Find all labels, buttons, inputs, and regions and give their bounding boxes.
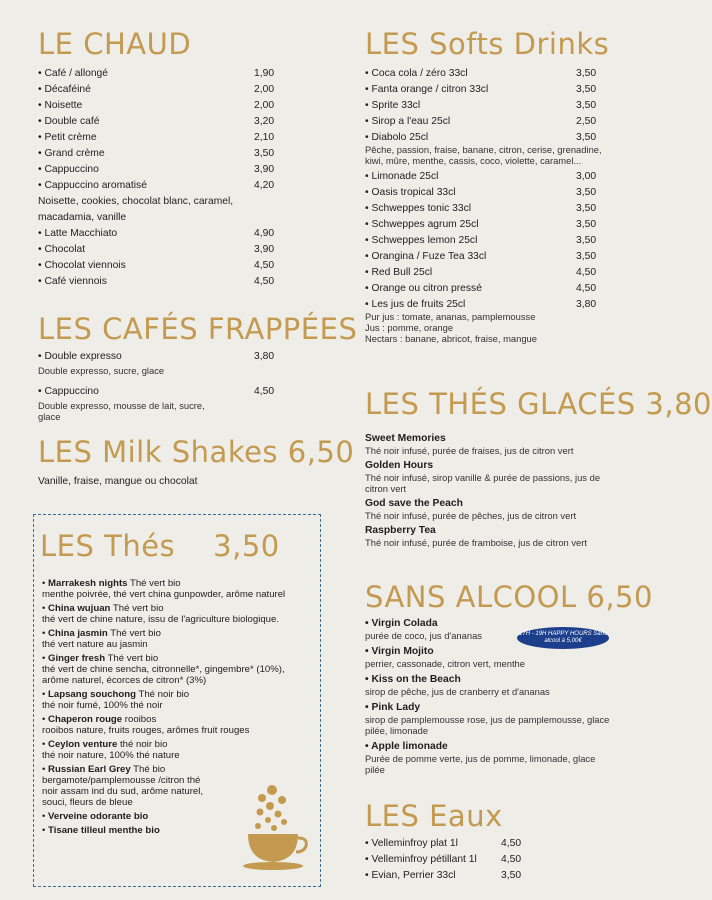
item-name: • Limonade 25cl [365, 169, 438, 185]
drink-item [365, 617, 615, 641]
item-price: 2,50 [576, 116, 597, 127]
frappees-list [38, 349, 288, 430]
item-price: 2,00 [254, 100, 275, 111]
item-price: 4,50 [576, 283, 597, 294]
item-name: • Décaféiné [38, 82, 91, 98]
section-title-glaces: LES THÉS GLACÉS 3,80 [365, 387, 712, 421]
drink-name: Golden Hours [365, 460, 434, 471]
tea-desc: menthe poivrée, thé vert china gunpowder, arôme naturel [42, 589, 286, 600]
item-name: • Orangina / Fuze Tea 33cl [365, 249, 486, 265]
menu-item [38, 114, 288, 130]
happy-hours-badge: 17H - 19H HAPPY HOURS Sans alcool à 5,00€ [517, 627, 609, 649]
drink-desc: Thé noir infusé, purée de framboise, jus de citron vert [365, 537, 587, 548]
tea-item [42, 578, 312, 600]
menu-item [365, 201, 610, 217]
menu-item [38, 82, 288, 98]
item-price: 3,80 [576, 299, 597, 310]
item-price: 2,10 [254, 132, 275, 143]
menu-item [38, 162, 288, 178]
drink-name: Raspberry Tea [365, 525, 436, 536]
drink-item [365, 645, 615, 669]
item-name: • Red Bull 25cl [365, 265, 432, 281]
menu-item [38, 146, 288, 162]
item-price: 3,80 [254, 351, 275, 362]
item-price: 3,50 [254, 148, 275, 159]
menu-item [365, 98, 610, 114]
tea-name: Lapsang souchong [48, 689, 136, 700]
section-title-frappees: LES CAFÉS FRAPPÉES [38, 312, 358, 346]
item-name: • Chocolat viennois [38, 258, 126, 274]
section-title-milkshakes: LES Milk Shakes 6,50 [38, 435, 355, 469]
item-name: • Coca cola / zéro 33cl [365, 66, 468, 82]
drink-name: • Apple limonade [365, 740, 615, 753]
item-price: 3,50 [576, 84, 597, 95]
menu-item [365, 114, 610, 130]
item-name: • Cappuccino [38, 162, 99, 178]
tea-type: Thé vert bio [105, 653, 159, 664]
tea-type: Thé vert bio [127, 578, 181, 589]
item-price: 3,50 [576, 251, 597, 262]
milkshakes-desc: Vanille, fraise, mangue ou chocolat [38, 476, 198, 487]
item-price: 1,90 [254, 68, 275, 79]
tea-desc: bergamote/pamplemousse /citron thé noir assam ind du sud, arôme naturel, souci, fleurs de bleue [42, 775, 204, 808]
item-name: • Orange ou citron pressé [365, 281, 482, 297]
item-name: • Fanta orange / citron 33cl [365, 82, 488, 98]
drink-name: Sweet Memories [365, 433, 446, 444]
menu-item [38, 242, 288, 258]
drink-name: • Virgin Mojito [365, 645, 615, 658]
drink-item [365, 701, 615, 736]
menu-item [38, 274, 288, 290]
item-desc: Double expresso, sucre, glace [38, 365, 165, 376]
tea-desc: rooibos nature, fruits rouges, arômes fruit rouges [42, 725, 250, 736]
menu-item [365, 265, 610, 281]
item-name: • Petit crème [38, 130, 97, 146]
section-title-sans-alcool: SANS ALCOOL 6,50 [365, 580, 653, 614]
item-price: 4,50 [501, 838, 522, 849]
item-price: 3,50 [576, 132, 597, 143]
item-name: • Noisette [38, 98, 82, 114]
drink-item [365, 524, 615, 548]
menu-item [38, 178, 288, 194]
item-name: • Schweppes lemon 25cl [365, 233, 477, 249]
menu-item [365, 66, 610, 82]
item-price: 3,90 [254, 244, 275, 255]
tea-item [42, 714, 312, 736]
menu-item [365, 217, 610, 233]
menu-item [365, 169, 610, 185]
item-price: 3,50 [501, 870, 522, 881]
tea-name: China wujuan [48, 603, 111, 614]
tea-item [42, 739, 312, 761]
tea-name: Russian Earl Grey [48, 764, 131, 775]
tea-name: Ginger fresh [48, 653, 106, 664]
tea-name: Chaperon rouge [48, 714, 123, 725]
item-price: 3,50 [576, 235, 597, 246]
sans-alcool-list [365, 617, 615, 779]
item-price: 4,20 [254, 180, 275, 191]
tea-desc: thé noir nature, 100% thé nature [42, 750, 180, 761]
item-price: 4,50 [254, 386, 275, 397]
item-price: 4,50 [501, 854, 522, 865]
item-price: 3,90 [254, 164, 275, 175]
drink-desc: sirop de pamplemousse rose, jus de pamplemousse, glace pilée, limonade [365, 714, 610, 736]
item-name: • Velleminfroy plat 1l [365, 836, 458, 852]
menu-item [38, 226, 288, 242]
tea-type: rooibos [122, 714, 157, 725]
teacup-icon [240, 780, 308, 872]
eaux-list [365, 836, 535, 884]
menu-item [365, 836, 535, 852]
tea-desc: thé noir fumé, 100% thé noir [42, 700, 163, 711]
glaces-list [365, 432, 615, 551]
menu-item [365, 82, 610, 98]
jus-note: Pur jus : tomate, ananas, pamplemousse Jus : pomme, orange Nectars : banane, abricot, fraise, mangue [365, 311, 537, 344]
item-name: • Schweppes agrum 25cl [365, 217, 479, 233]
section-title-chaud: LE CHAUD [38, 27, 192, 61]
menu-item [38, 130, 288, 146]
tea-desc: thé vert nature au jasmin [42, 639, 148, 650]
drink-item [365, 673, 615, 697]
item-name: • Velleminfroy pétillant 1l [365, 852, 477, 868]
item-price: 3,20 [254, 116, 275, 127]
item-name: • Grand crème [38, 146, 105, 162]
item-name: • Les jus de fruits 25cl [365, 297, 465, 313]
item-price: 3,00 [576, 171, 597, 182]
item-name: • Sirop a l'eau 25cl [365, 114, 450, 130]
item-name: • Evian, Perrier 33cl [365, 868, 456, 884]
drink-desc: Purée de pomme verte, jus de pomme, limonade, glace pilée [365, 753, 596, 775]
drink-item [365, 459, 615, 494]
menu-item [365, 852, 535, 868]
item-price: 3,50 [576, 219, 597, 230]
drink-name: • Pink Lady [365, 701, 615, 714]
menu-item [365, 281, 610, 297]
drink-item [365, 432, 615, 456]
drink-desc: sirop de pêche, jus de cranberry et d'ananas [365, 686, 550, 697]
tea-type: Thé noir bio [135, 689, 190, 700]
item-price: 4,50 [254, 260, 275, 271]
item-name: • Double expresso [38, 349, 122, 365]
menu-item [38, 384, 288, 400]
item-name: • Café viennois [38, 274, 107, 290]
item-name: • Diabolo 25cl [365, 130, 428, 146]
drink-desc: Thé noir infusé, purée de fraises, jus de citron vert [365, 445, 574, 456]
item-price: 4,50 [254, 276, 275, 287]
item-name: • Latte Macchiato [38, 226, 117, 242]
tea-type: thé noir bio [117, 739, 168, 750]
tea-desc: thé vert de chine nature, issu de l'agriculture biologique. [42, 614, 280, 625]
drink-desc: perrier, cassonade, citron vert, menthe [365, 658, 525, 669]
item-price: 2,00 [254, 84, 275, 95]
tea-item [42, 653, 312, 686]
menu-item [365, 249, 610, 265]
item-name: • Oasis tropical 33cl [365, 185, 456, 201]
tea-item [42, 689, 312, 711]
menu-item [365, 868, 535, 884]
menu-item [38, 349, 288, 365]
tea-item [42, 628, 312, 650]
item-price: 3,50 [576, 100, 597, 111]
item-price: 3,50 [576, 68, 597, 79]
tea-name: Verveine odorante bio [48, 811, 149, 822]
item-name: • Cappuccino [38, 384, 99, 400]
aromatise-note: Noisette, cookies, chocolat blanc, caramel, macadamia, vanille [38, 196, 234, 223]
item-desc: Double expresso, mousse de lait, sucre, glace [38, 400, 205, 422]
item-name: • Schweppes tonic 33cl [365, 201, 471, 217]
section-title-thes: LES Thés 3,50 [40, 529, 280, 563]
tea-desc: thé vert de chine sencha, citronnelle*, gingembre* (10%), arôme naturel, écorces de citron* (3%) [42, 664, 285, 686]
item-price: 3,50 [576, 187, 597, 198]
drink-name: God save the Peach [365, 498, 463, 509]
section-title-eaux: LES Eaux [365, 799, 503, 833]
item-name: • Café / allongé [38, 66, 108, 82]
item-name: • Double café [38, 114, 99, 130]
tea-type: Thé vert bio [110, 603, 164, 614]
menu-item [38, 258, 288, 274]
item-name: • Cappuccino aromatisé [38, 178, 147, 194]
sirop-note: Pêche, passion, fraise, banane, citron, cerise, grenadine, kiwi, mûre, menthe, cassis, coco, violette, caramel... [365, 144, 602, 166]
item-name: • Sprite 33cl [365, 98, 420, 114]
tea-item [42, 603, 312, 625]
item-price: 4,50 [576, 267, 597, 278]
drink-desc: Thé noir infusé, sirop vanille & purée de passions, jus de citron vert [365, 472, 601, 494]
menu-item [38, 66, 288, 82]
drink-desc: Thé noir infusé, purée de pêches, jus de citron vert [365, 510, 577, 521]
menu-item [365, 185, 610, 201]
tea-name: Tisane tilleul menthe bio [48, 825, 160, 836]
menu-item [365, 233, 610, 249]
tea-type: Thé vert bio [107, 628, 161, 639]
tea-name: China jasmin [48, 628, 108, 639]
section-title-softs: LES Softs Drinks [365, 27, 610, 61]
item-name: • Chocolat [38, 242, 85, 258]
item-price: 3,50 [576, 203, 597, 214]
tea-name: Ceylon venture [48, 739, 118, 750]
item-price: 4,90 [254, 228, 275, 239]
drink-name: • Virgin Colada [365, 617, 615, 630]
drink-item [365, 740, 615, 775]
tea-type: Thé bio [130, 764, 166, 775]
menu-item [38, 98, 288, 114]
softs-list [365, 66, 610, 344]
tea-name: Marrakesh nights [48, 578, 128, 589]
drink-item [365, 497, 615, 521]
drink-desc: purée de coco, jus d'ananas [365, 630, 482, 641]
chaud-list [38, 66, 288, 290]
drink-name: • Kiss on the Beach [365, 673, 615, 686]
